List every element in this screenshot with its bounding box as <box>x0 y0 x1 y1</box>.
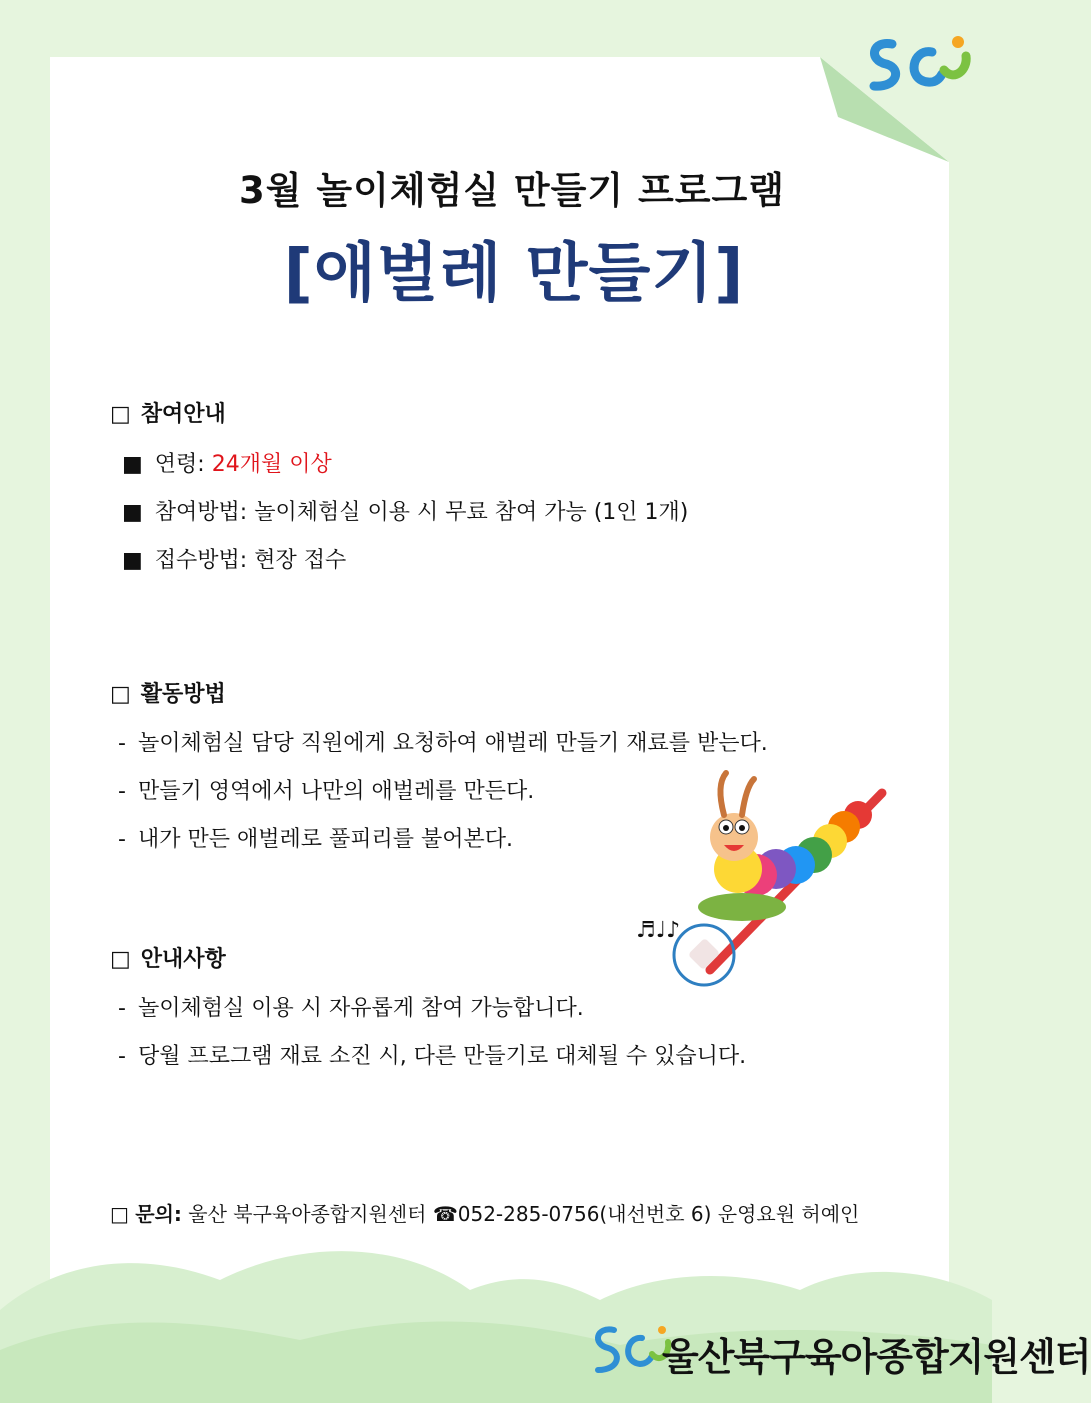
music-notes-icon: ♬♩♪ <box>636 918 681 943</box>
brand-name: 울산북구육아종합지원센터 <box>662 1335 1091 1379</box>
program-subtitle: [애벌레 만들기] <box>283 237 745 311</box>
section-heading-activity <box>110 677 226 708</box>
activity-step-text: 놀이체험실 담당 직원에게 요청하여 애벌레 만들기 재료를 받는다. <box>137 731 768 756</box>
activity-step-text: 만들기 영역에서 나만의 애벌레를 만든다. <box>137 779 535 804</box>
info-item-age <box>122 447 332 478</box>
contact-info <box>110 1198 859 1227</box>
caterpillar-craft-illustration <box>630 765 890 995</box>
contact-label: 문의: <box>135 1202 182 1226</box>
square-bullet-icon: ■ <box>122 452 143 477</box>
dash-bullet: - <box>118 779 126 804</box>
contact-person: 운영요원 허예인 <box>717 1202 860 1226</box>
center-logo-icon <box>862 30 974 102</box>
activity-step-text: 내가 만든 애벌레로 풀피리를 불어본다. <box>137 827 513 852</box>
section-heading-notice <box>110 942 226 973</box>
dash-bullet: - <box>118 731 126 756</box>
info-item-registration <box>122 543 346 574</box>
section-heading-text: 안내사항 <box>140 947 226 972</box>
section-heading-text: 활동방법 <box>140 682 226 707</box>
info-label: 참여방법: <box>154 500 248 525</box>
contact-phone: 052-285-0756(내선번호 6) <box>457 1202 712 1226</box>
square-bullet-icon: ■ <box>122 548 143 573</box>
notice-item <box>118 1039 746 1070</box>
section-heading-text: 참여안내 <box>140 402 226 427</box>
square-bullet-icon: ■ <box>122 500 143 525</box>
activity-step <box>118 726 768 757</box>
program-title: 3월 놀이체험실 만들기 프로그램 <box>238 169 786 212</box>
checkbox-icon: □ <box>110 402 131 427</box>
notice-item-text: 당월 프로그램 재료 소진 시, 다른 만들기로 대체될 수 있습니다. <box>137 1044 747 1069</box>
checkbox-icon: □ <box>110 682 131 707</box>
dash-bullet: - <box>118 996 126 1021</box>
notice-item <box>118 991 584 1022</box>
info-label: 접수방법: <box>154 548 248 573</box>
section-heading-participation <box>110 397 226 428</box>
info-label: 연령: <box>154 452 205 477</box>
info-value-highlight: 24개월 이상 <box>211 452 332 477</box>
info-value: 놀이체험실 이용 시 무료 참여 가능 (1인 1개) <box>254 500 689 525</box>
contact-org: 울산 북구육아종합지원센터 <box>188 1202 427 1226</box>
activity-step <box>118 774 534 805</box>
info-value: 현장 접수 <box>254 548 347 573</box>
notice-item-text: 놀이체험실 이용 시 자유롭게 참여 가능합니다. <box>137 996 584 1021</box>
dash-bullet: - <box>118 1044 126 1069</box>
activity-step <box>118 822 513 853</box>
phone-icon: ☎ <box>432 1202 458 1226</box>
info-item-method <box>122 495 688 526</box>
dash-bullet: - <box>118 827 126 852</box>
checkbox-icon: □ <box>110 947 131 972</box>
checkbox-icon: □ <box>110 1202 129 1226</box>
